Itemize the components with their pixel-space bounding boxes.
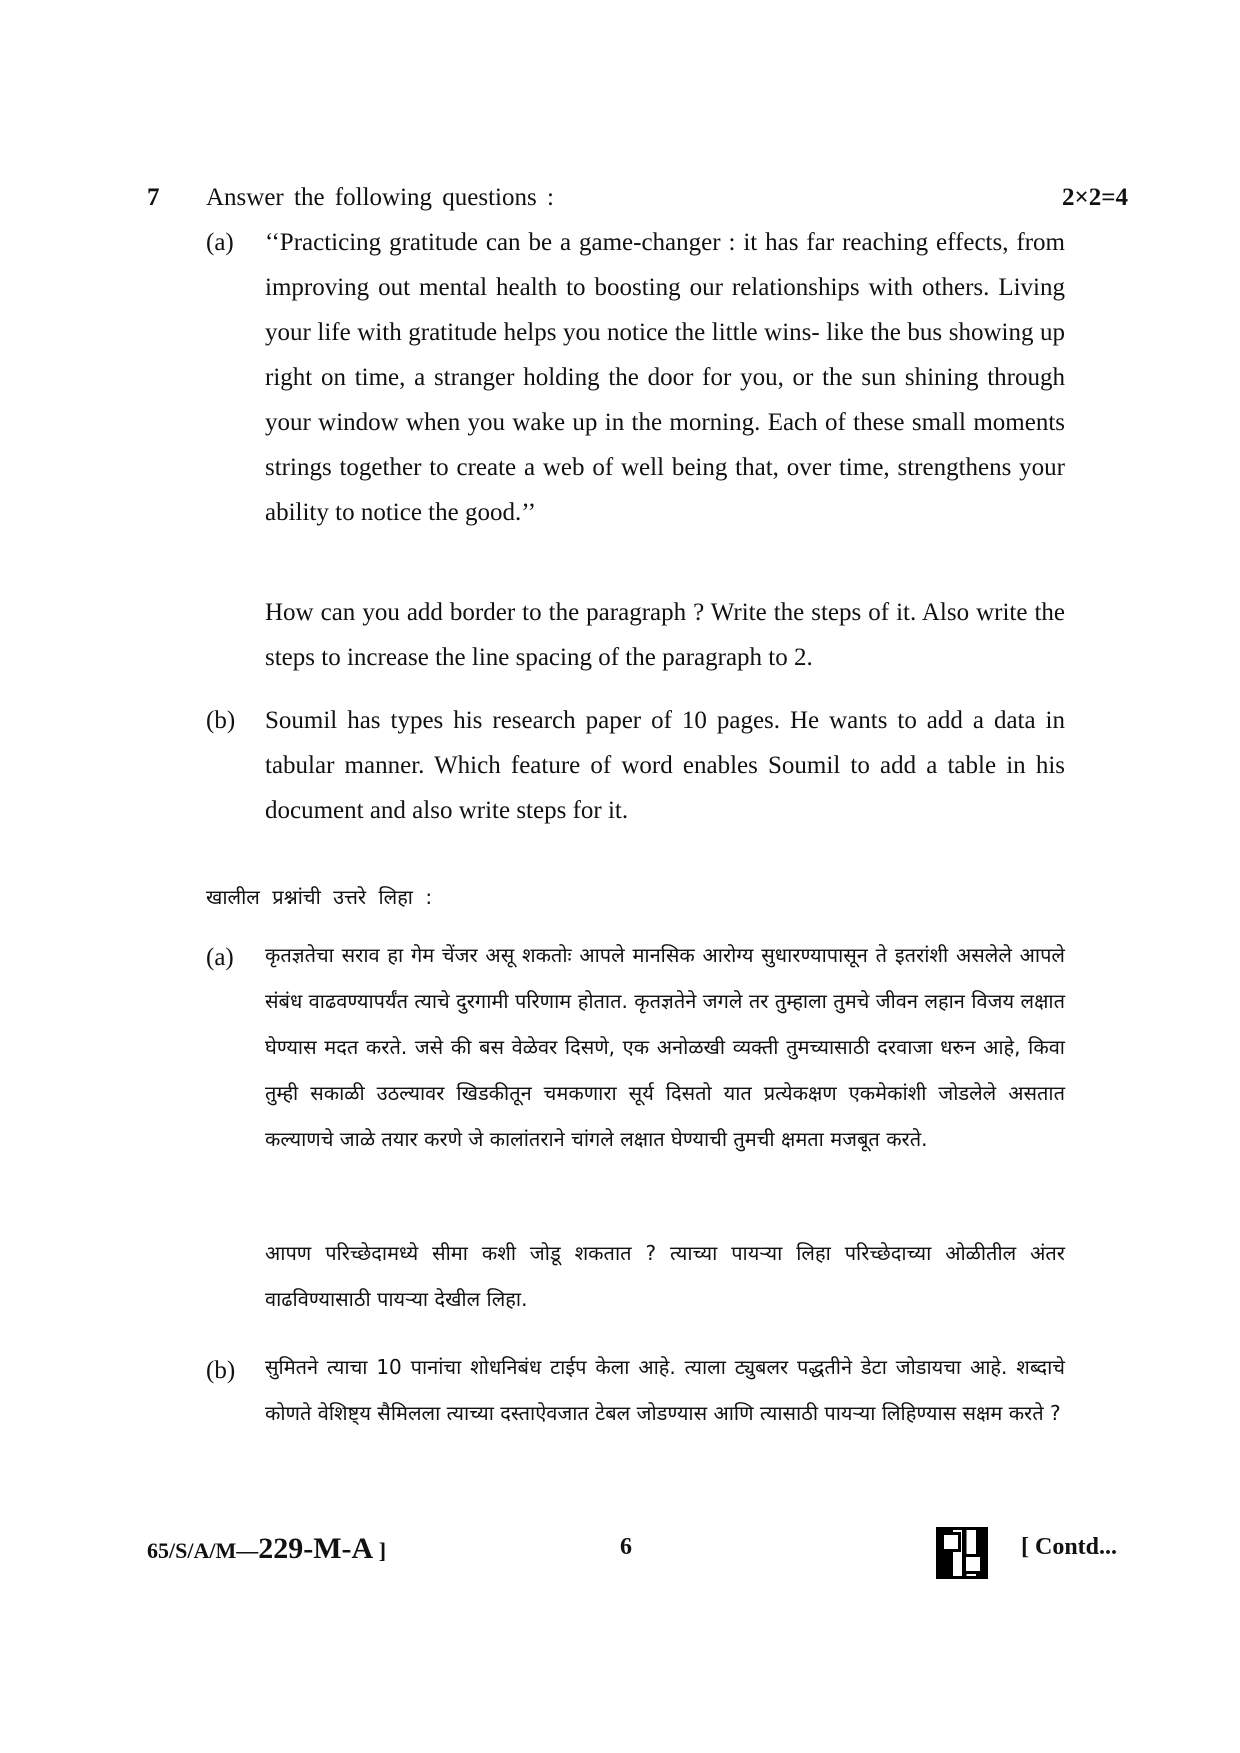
question-heading: Answer the following questions : (206, 184, 554, 211)
part-b-label: (b) (206, 707, 236, 734)
marathi-part-a-passage: कृतज्ञतेचा सराव हा गेम चेंजर असू शकतोः आपले मानसिक आरोग्य सुधारण्यापासून ते इतरांशी असलेले आपले संबंध वाढवण्यापर्यंत त्याचे दुरगामी परिणाम होतात. कृतज्ञतेने जगले तर तुम्हाला तुमचे जीवन लहान विजय लक्षात घेण्यास मदत करते. जसे की बस वेळेवर दिसणे, एक अनोळखी व्यक्ती तुमच्यासाठी दरवाजा धरुन आहे, किवा तुम्ही सकाळी उठल्यावर खिडकीतून चमकणारा सूर्य दिसतो यात प्रत्येकक्षण एकमेकांशी जोडलेले असतात कल्याणचे जाळे तयार करणे जे कालांतराने चांगले लक्षात घेण्याची तुमची क्षमता मजबूत करते. (265, 943, 1065, 1151)
qr-code-icon (936, 1527, 988, 1579)
page-number: 6 (620, 1534, 632, 1560)
paper-code (147, 1532, 386, 1566)
part-a-question: How can you add border to the paragraph ? Write the steps of it. Also write the steps to increase the line spacing of the paragraph to 2. (265, 599, 1065, 671)
marathi-heading: खालील प्रश्नांची उत्तरे लिहा : (206, 885, 433, 909)
marathi-part-a-label: (a) (206, 944, 234, 971)
part-b-text: Soumil has types his research paper of 10 pages. He wants to add a data in tabular manner. Which feature of word enables Soumil to add a table in his document and also write steps for it. (265, 707, 1065, 824)
marathi-part-b-text: सुमितने त्याचा 10 पानांचा शोधनिबंध टाईप केला आहे. त्याला ट्युबलर पद्धतीने डेटा जोडायचा आहे. शब्दाचे कोणते वेशिष्ट्य सैमिलला त्याच्या दस्ताऐवजात टेबल जोडण्यास आणि त्यासाठी पायऱ्या लिहिण्यास सक्षम करते ? (265, 1355, 1065, 1425)
paper-code-prefix: 65/S/A/M— (147, 1538, 259, 1563)
marathi-part-a-question: आपण परिच्छेदामध्ये सीमा कशी जोडू शकतात ? त्याच्या पायऱ्या लिहा परिच्छेदाच्या ओळीतील अंतर वाढविण्यासाठी पायऱ्या देखील लिहा. (265, 1241, 1065, 1311)
question-marks: 2×2=4 (1062, 184, 1128, 211)
question-number: 7 (147, 184, 160, 211)
paper-code-main: 229-M-A (258, 1532, 374, 1565)
marathi-part-b-label: (b) (206, 1357, 236, 1384)
continued-label: [ Contd... (1021, 1534, 1118, 1560)
part-a-label: (a) (206, 229, 234, 256)
paper-code-suffix: ] (373, 1538, 387, 1563)
part-a-passage: ‘‘Practicing gratitude can be a game-changer : it has far reaching effects, from improving out mental health to boosting our relationships with others. Living your life with gratitude helps you notice the little wins- like the bus showing up right on time, a stranger holding the door for you, or the sun shining through your window when you wake up in the morning. Each of these small moments strings together to create a web of well being that, over time, strengthens your ability to notice the good.’’ (265, 229, 1065, 526)
